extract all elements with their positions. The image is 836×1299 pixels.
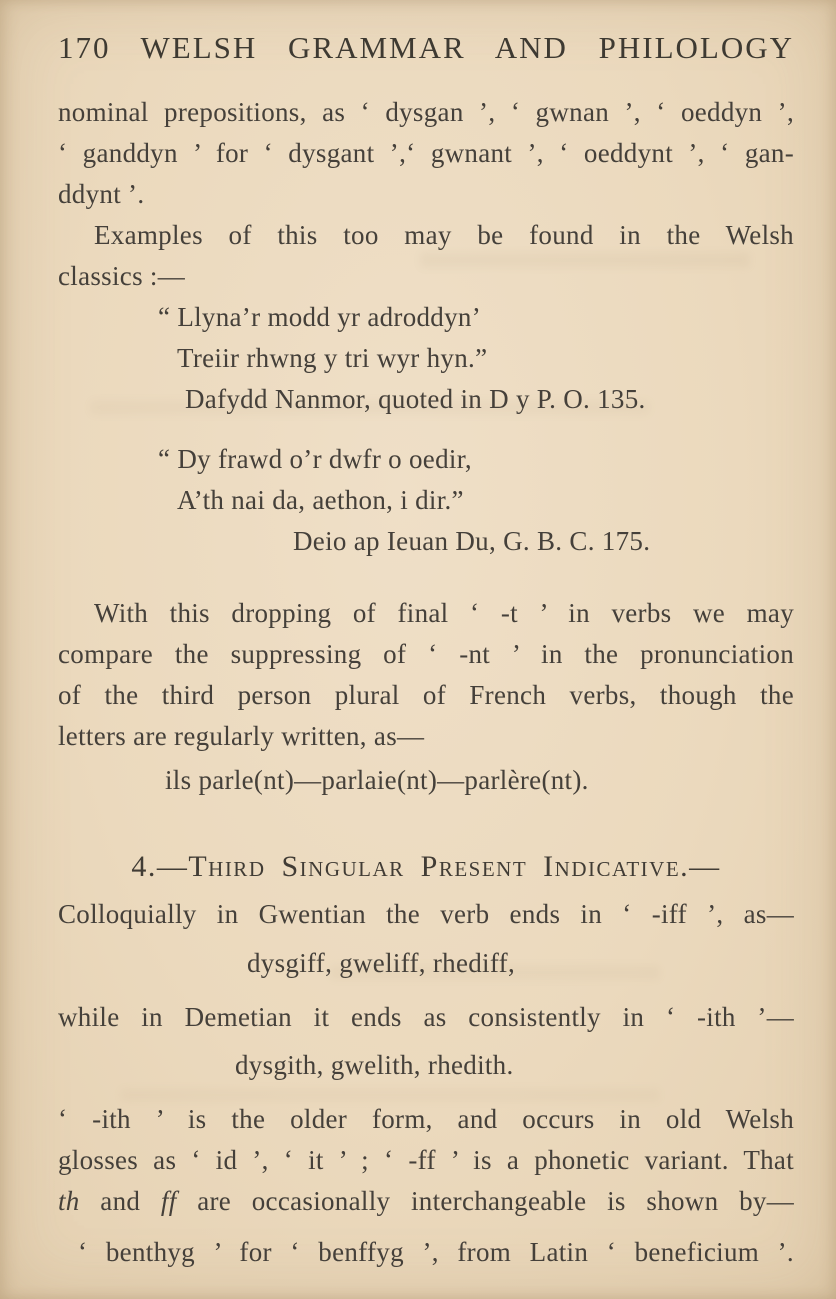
benthyg-line: ‘ benthyg ’ for ‘ benffyg ’, from Latin ‘ beneficium ’.	[78, 1237, 794, 1267]
running-head	[58, 30, 794, 72]
italic-th: th	[58, 1186, 80, 1216]
text-line: ‘ -ith ’ is the older form, and occurs in old Welsh	[58, 1104, 794, 1134]
text-line: With this dropping of final ‘ -t ’ in verbs we may	[94, 598, 794, 628]
text-line: nominal prepositions, as ‘ dysgan ’, ‘ gwnan ’, ‘ oeddyn ’,	[58, 97, 794, 127]
verse-line: A’th nai da, aethon, i dir.”	[177, 485, 464, 515]
intro-paragraph	[58, 92, 794, 215]
verse-attribution: Dafydd Nanmor, quoted in D y P. O. 135.	[185, 384, 646, 414]
text-line: glosses as ‘ id ’, ‘ it ’ ; ‘ -ff ’ is a phonetic variant. That	[58, 1145, 794, 1175]
page-number: 170	[58, 30, 111, 65]
gwentian-line: Colloquially in Gwentian the verb ends in ‘ -iff ’, as—	[58, 899, 794, 929]
text-line	[58, 1181, 794, 1222]
demetian-line: while in Demetian it ends as consistently in ‘ -ith ’—	[58, 1002, 794, 1032]
verse-quote-1	[58, 297, 794, 420]
text-line: compare the suppressing of ‘ -nt ’ in the pronunciation	[58, 639, 794, 669]
examples-paragraph	[58, 215, 794, 297]
verse-quote-2	[58, 439, 794, 562]
verse-line: Treiir rhwng y tri wyr hyn.”	[177, 343, 488, 373]
ith-examples-line: dysgith, gwelith, rhedith.	[235, 1050, 514, 1080]
italic-ff: ff	[160, 1186, 177, 1216]
book-title: WELSH GRAMMAR AND PHILOLOGY	[140, 30, 794, 65]
text-line: Examples of this too may be found in the Welsh	[94, 220, 794, 250]
page-content	[58, 30, 794, 1273]
iff-examples-line: dysgiff, gweliff, rhediff,	[247, 948, 516, 978]
text-fragment: are occasionally interchangeable is shown by—	[176, 1186, 794, 1216]
older-form-paragraph	[58, 1099, 794, 1222]
text-line: of the third person plural of French verbs, though the	[58, 680, 794, 710]
text-fragment: and	[79, 1186, 161, 1216]
text-line: ‘ ganddyn ’ for ‘ dysgant ’,‘ gwnant ’, ‘ oeddynt ’, ‘ gan-	[58, 138, 794, 168]
verse-line: “ Dy frawd o’r dwfr o oedir,	[158, 444, 472, 474]
text-line: ddynt ’.	[58, 179, 145, 209]
text-line: classics :—	[58, 261, 186, 291]
verse-attribution: Deio ap Ieuan Du, G. B. C. 175.	[293, 526, 651, 556]
section-heading: 4.—Third Singular Present Indicative.—	[131, 850, 721, 883]
french-example-line: ils parle(nt)—parlaie(nt)—parlère(nt).	[165, 765, 589, 795]
verse-line: “ Llyna’r modd yr adroddyn’	[158, 302, 482, 332]
text-line: letters are regularly written, as—	[58, 721, 425, 751]
dropping-paragraph	[58, 593, 794, 757]
